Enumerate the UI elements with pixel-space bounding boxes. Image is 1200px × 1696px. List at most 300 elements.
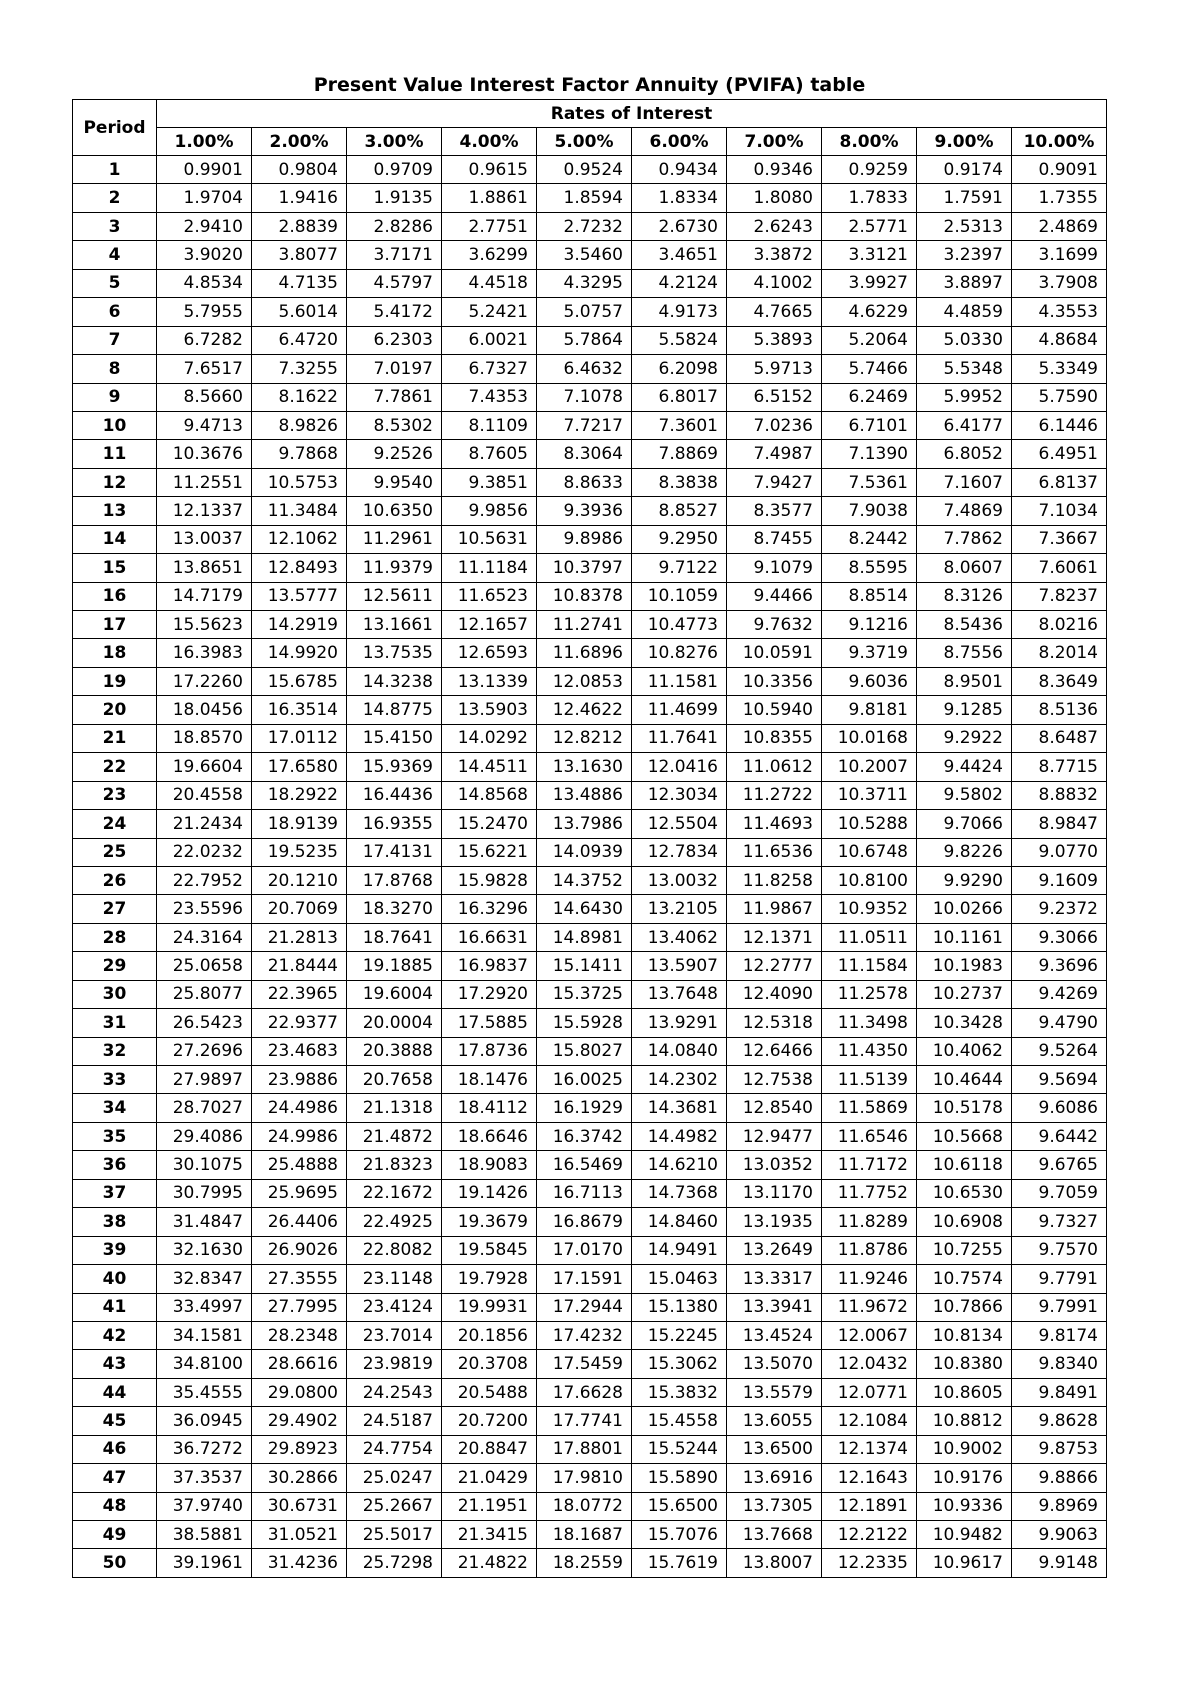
factor-cell: 19.5235 [252,838,347,866]
factor-cell: 9.5802 [917,781,1012,809]
factor-cell: 7.1390 [822,440,917,468]
factor-cell: 15.3832 [632,1378,727,1406]
factor-cell: 23.9819 [347,1350,442,1378]
factor-cell: 8.0607 [917,554,1012,582]
factor-cell: 7.7217 [537,411,632,439]
period-cell: 18 [73,639,157,667]
factor-cell: 12.0771 [822,1378,917,1406]
factor-cell: 10.8605 [917,1378,1012,1406]
table-row [73,411,1107,439]
pvifa-table [72,99,1107,1578]
factor-cell: 11.9379 [347,554,442,582]
factor-cell: 25.9695 [252,1179,347,1207]
factor-cell: 10.8380 [917,1350,1012,1378]
rate-column-header: 10.00% [1012,128,1107,156]
table-row [73,1464,1107,1492]
factor-cell: 10.9002 [917,1435,1012,1463]
factor-cell: 12.6466 [727,1037,822,1065]
factor-cell: 22.8082 [347,1236,442,1264]
factor-cell: 11.7172 [822,1151,917,1179]
factor-cell: 7.6517 [157,355,252,383]
factor-cell: 10.3428 [917,1009,1012,1037]
factor-cell: 10.8134 [917,1321,1012,1349]
factor-cell: 17.9810 [537,1464,632,1492]
factor-cell: 8.9501 [917,667,1012,695]
factor-cell: 12.2335 [822,1549,917,1577]
factor-cell: 37.3537 [157,1464,252,1492]
table-row [73,1037,1107,1065]
factor-cell: 9.7122 [632,554,727,582]
factor-cell: 10.7574 [917,1265,1012,1293]
factor-cell: 10.8812 [917,1407,1012,1435]
factor-cell: 7.0197 [347,355,442,383]
factor-cell: 18.3270 [347,895,442,923]
factor-cell: 31.4236 [252,1549,347,1577]
factor-cell: 18.4112 [442,1094,537,1122]
factor-cell: 21.2813 [252,923,347,951]
factor-cell: 7.3667 [1012,525,1107,553]
factor-cell: 16.3296 [442,895,537,923]
factor-cell: 13.3941 [727,1293,822,1321]
factor-cell: 10.2007 [822,753,917,781]
table-row [73,611,1107,639]
table-row [73,1208,1107,1236]
factor-cell: 9.4790 [1012,1009,1107,1037]
table-row [73,184,1107,212]
period-cell: 50 [73,1549,157,1577]
period-cell: 6 [73,298,157,326]
factor-cell: 14.0840 [632,1037,727,1065]
factor-cell: 9.8866 [1012,1464,1107,1492]
factor-cell: 13.4062 [632,923,727,951]
factor-cell: 9.8628 [1012,1407,1107,1435]
table-row [73,326,1107,354]
factor-cell: 11.9867 [727,895,822,923]
factor-cell: 15.4150 [347,724,442,752]
factor-cell: 5.6014 [252,298,347,326]
factor-cell: 21.1318 [347,1094,442,1122]
period-cell: 39 [73,1236,157,1264]
factor-cell: 11.6546 [822,1122,917,1150]
factor-cell: 11.8258 [727,866,822,894]
factor-cell: 21.4872 [347,1122,442,1150]
factor-cell: 9.8986 [537,525,632,553]
period-cell: 35 [73,1122,157,1150]
period-cell: 30 [73,980,157,1008]
factor-cell: 10.4062 [917,1037,1012,1065]
factor-cell: 21.4822 [442,1549,537,1577]
rate-column-header: 7.00% [727,128,822,156]
factor-cell: 9.8181 [822,696,917,724]
factor-cell: 6.4632 [537,355,632,383]
factor-cell: 13.0352 [727,1151,822,1179]
factor-cell: 10.6350 [347,497,442,525]
factor-cell: 10.9482 [917,1521,1012,1549]
period-cell: 43 [73,1350,157,1378]
factor-cell: 38.5881 [157,1521,252,1549]
factor-cell: 6.2469 [822,383,917,411]
factor-cell: 5.7466 [822,355,917,383]
factor-cell: 12.1084 [822,1407,917,1435]
factor-cell: 10.3356 [727,667,822,695]
factor-cell: 6.1446 [1012,411,1107,439]
factor-cell: 13.6916 [727,1464,822,1492]
factor-cell: 9.2950 [632,525,727,553]
factor-cell: 13.2649 [727,1236,822,1264]
factor-cell: 20.7200 [442,1407,537,1435]
factor-cell: 15.1380 [632,1293,727,1321]
factor-cell: 6.8137 [1012,468,1107,496]
factor-cell: 10.0266 [917,895,1012,923]
factor-cell: 12.6593 [442,639,537,667]
factor-cell: 4.3553 [1012,298,1107,326]
factor-cell: 13.4886 [537,781,632,809]
factor-cell: 2.9410 [157,212,252,240]
factor-cell: 18.9139 [252,810,347,838]
factor-cell: 6.0021 [442,326,537,354]
factor-cell: 17.6580 [252,753,347,781]
factor-cell: 20.0004 [347,1009,442,1037]
factor-cell: 25.0247 [347,1464,442,1492]
factor-cell: 4.4859 [917,298,1012,326]
factor-cell: 1.7591 [917,184,1012,212]
table-row [73,639,1107,667]
factor-cell: 9.1216 [822,611,917,639]
factor-cell: 9.8340 [1012,1350,1107,1378]
period-cell: 42 [73,1321,157,1349]
factor-cell: 11.2551 [157,468,252,496]
factor-cell: 2.6730 [632,212,727,240]
factor-cell: 17.8768 [347,866,442,894]
period-cell: 11 [73,440,157,468]
period-header: Period [73,100,157,156]
factor-cell: 22.1672 [347,1179,442,1207]
factor-cell: 16.5469 [537,1151,632,1179]
factor-cell: 12.1371 [727,923,822,951]
period-cell: 28 [73,923,157,951]
factor-cell: 9.7327 [1012,1208,1107,1236]
factor-cell: 16.4436 [347,781,442,809]
table-row [73,753,1107,781]
factor-cell: 36.7272 [157,1435,252,1463]
table-row [73,1009,1107,1037]
factor-cell: 18.2559 [537,1549,632,1577]
factor-cell: 8.6487 [1012,724,1107,752]
factor-cell: 11.2741 [537,611,632,639]
table-row [73,838,1107,866]
period-cell: 1 [73,156,157,184]
factor-cell: 9.9290 [917,866,1012,894]
factor-cell: 5.2421 [442,298,537,326]
factor-cell: 9.5264 [1012,1037,1107,1065]
factor-cell: 15.4558 [632,1407,727,1435]
factor-cell: 17.1591 [537,1265,632,1293]
table-row [73,269,1107,297]
factor-cell: 12.8212 [537,724,632,752]
table-row [73,212,1107,240]
factor-cell: 9.9148 [1012,1549,1107,1577]
factor-cell: 14.8568 [442,781,537,809]
period-cell: 37 [73,1179,157,1207]
factor-cell: 13.1935 [727,1208,822,1236]
factor-cell: 5.0330 [917,326,1012,354]
factor-cell: 8.7556 [917,639,1012,667]
factor-cell: 5.2064 [822,326,917,354]
factor-cell: 0.9901 [157,156,252,184]
factor-cell: 2.5771 [822,212,917,240]
factor-cell: 19.6004 [347,980,442,1008]
table-row [73,582,1107,610]
factor-cell: 9.4424 [917,753,1012,781]
factor-cell: 10.6118 [917,1151,1012,1179]
factor-cell: 32.8347 [157,1265,252,1293]
factor-cell: 12.5504 [632,810,727,838]
period-cell: 44 [73,1378,157,1406]
factor-cell: 12.0432 [822,1350,917,1378]
factor-cell: 13.7986 [537,810,632,838]
factor-cell: 15.9369 [347,753,442,781]
factor-cell: 11.7752 [822,1179,917,1207]
table-row [73,1407,1107,1435]
factor-cell: 17.4131 [347,838,442,866]
factor-cell: 19.5845 [442,1236,537,1264]
factor-cell: 2.5313 [917,212,1012,240]
factor-cell: 12.2777 [727,952,822,980]
factor-cell: 6.7101 [822,411,917,439]
factor-cell: 8.7605 [442,440,537,468]
period-cell: 20 [73,696,157,724]
factor-cell: 15.6500 [632,1492,727,1520]
factor-cell: 14.9920 [252,639,347,667]
factor-cell: 24.9986 [252,1122,347,1150]
factor-cell: 12.0853 [537,667,632,695]
factor-cell: 20.7069 [252,895,347,923]
factor-cell: 10.5288 [822,810,917,838]
factor-cell: 13.2105 [632,895,727,923]
factor-cell: 24.3164 [157,923,252,951]
table-row [73,383,1107,411]
factor-cell: 12.5611 [347,582,442,610]
factor-cell: 9.0770 [1012,838,1107,866]
factor-cell: 11.1584 [822,952,917,980]
factor-cell: 12.1643 [822,1464,917,1492]
factor-cell: 9.7066 [917,810,1012,838]
factor-cell: 7.9427 [727,468,822,496]
period-cell: 48 [73,1492,157,1520]
factor-cell: 3.8077 [252,241,347,269]
factor-cell: 6.7327 [442,355,537,383]
factor-cell: 27.7995 [252,1293,347,1321]
factor-cell: 13.1661 [347,611,442,639]
factor-cell: 7.0236 [727,411,822,439]
factor-cell: 9.1285 [917,696,1012,724]
factor-cell: 12.8493 [252,554,347,582]
factor-cell: 9.8174 [1012,1321,1107,1349]
factor-cell: 3.6299 [442,241,537,269]
factor-cell: 19.1426 [442,1179,537,1207]
factor-cell: 23.4124 [347,1293,442,1321]
factor-cell: 7.4869 [917,497,1012,525]
factor-cell: 0.9434 [632,156,727,184]
factor-cell: 7.4987 [727,440,822,468]
factor-cell: 2.7232 [537,212,632,240]
factor-cell: 11.7641 [632,724,727,752]
factor-cell: 10.8276 [632,639,727,667]
period-cell: 47 [73,1464,157,1492]
factor-cell: 4.7135 [252,269,347,297]
factor-cell: 7.9038 [822,497,917,525]
factor-cell: 36.0945 [157,1407,252,1435]
factor-cell: 14.6210 [632,1151,727,1179]
factor-cell: 16.3514 [252,696,347,724]
period-cell: 12 [73,468,157,496]
factor-cell: 11.6523 [442,582,537,610]
factor-cell: 15.9828 [442,866,537,894]
factor-cell: 13.7648 [632,980,727,1008]
factor-cell: 27.9897 [157,1066,252,1094]
factor-cell: 20.1210 [252,866,347,894]
factor-cell: 11.9672 [822,1293,917,1321]
factor-cell: 0.9346 [727,156,822,184]
factor-cell: 8.9847 [1012,810,1107,838]
factor-cell: 9.9540 [347,468,442,496]
factor-cell: 9.7791 [1012,1265,1107,1293]
rate-column-header: 2.00% [252,128,347,156]
factor-cell: 13.1170 [727,1179,822,1207]
factor-cell: 5.3893 [727,326,822,354]
factor-cell: 14.3752 [537,866,632,894]
factor-cell: 26.9026 [252,1236,347,1264]
factor-cell: 18.8570 [157,724,252,752]
factor-cell: 8.3126 [917,582,1012,610]
factor-cell: 13.0032 [632,866,727,894]
factor-cell: 23.7014 [347,1321,442,1349]
factor-cell: 11.2578 [822,980,917,1008]
factor-cell: 6.4177 [917,411,1012,439]
factor-cell: 20.3888 [347,1037,442,1065]
period-cell: 38 [73,1208,157,1236]
factor-cell: 18.1687 [537,1521,632,1549]
factor-cell: 8.2442 [822,525,917,553]
factor-cell: 9.4713 [157,411,252,439]
factor-cell: 10.5668 [917,1122,1012,1150]
factor-cell: 9.6765 [1012,1151,1107,1179]
factor-cell: 16.3742 [537,1122,632,1150]
factor-cell: 13.5579 [727,1378,822,1406]
factor-cell: 29.4902 [252,1407,347,1435]
period-cell: 2 [73,184,157,212]
period-cell: 33 [73,1066,157,1094]
factor-cell: 8.5302 [347,411,442,439]
factor-cell: 13.7305 [727,1492,822,1520]
factor-cell: 10.3797 [537,554,632,582]
factor-cell: 10.3676 [157,440,252,468]
factor-cell: 3.4651 [632,241,727,269]
factor-cell: 12.7834 [632,838,727,866]
factor-cell: 31.0521 [252,1521,347,1549]
factor-cell: 3.3121 [822,241,917,269]
factor-cell: 12.3034 [632,781,727,809]
factor-cell: 14.7368 [632,1179,727,1207]
factor-cell: 10.4773 [632,611,727,639]
factor-cell: 19.3679 [442,1208,537,1236]
table-row [73,1236,1107,1264]
factor-cell: 23.4683 [252,1037,347,1065]
period-cell: 32 [73,1037,157,1065]
period-cell: 7 [73,326,157,354]
factor-cell: 9.2526 [347,440,442,468]
factor-cell: 0.9524 [537,156,632,184]
factor-cell: 11.2722 [727,781,822,809]
factor-cell: 7.1078 [537,383,632,411]
factor-cell: 11.0511 [822,923,917,951]
factor-cell: 14.9491 [632,1236,727,1264]
factor-cell: 11.4699 [632,696,727,724]
factor-cell: 5.5348 [917,355,1012,383]
factor-cell: 34.8100 [157,1350,252,1378]
table-row [73,497,1107,525]
factor-cell: 13.3317 [727,1265,822,1293]
factor-cell: 27.3555 [252,1265,347,1293]
factor-cell: 1.8861 [442,184,537,212]
factor-cell: 14.4511 [442,753,537,781]
factor-cell: 4.3295 [537,269,632,297]
factor-cell: 8.1109 [442,411,537,439]
factor-cell: 6.8052 [917,440,1012,468]
factor-cell: 14.8460 [632,1208,727,1236]
factor-cell: 7.1034 [1012,497,1107,525]
rate-column-header: 9.00% [917,128,1012,156]
factor-cell: 15.3062 [632,1350,727,1378]
factor-cell: 14.3238 [347,667,442,695]
factor-cell: 1.9135 [347,184,442,212]
factor-cell: 18.2922 [252,781,347,809]
table-row [73,895,1107,923]
table-row [73,1378,1107,1406]
factor-cell: 5.9952 [917,383,1012,411]
factor-cell: 19.7928 [442,1265,537,1293]
factor-cell: 8.7455 [727,525,822,553]
factor-cell: 18.0456 [157,696,252,724]
factor-cell: 15.5244 [632,1435,727,1463]
factor-cell: 12.4622 [537,696,632,724]
factor-cell: 12.0067 [822,1321,917,1349]
factor-cell: 7.4353 [442,383,537,411]
period-cell: 21 [73,724,157,752]
table-row [73,525,1107,553]
table-row [73,156,1107,184]
factor-cell: 15.3725 [537,980,632,1008]
factor-cell: 5.9713 [727,355,822,383]
factor-cell: 6.2098 [632,355,727,383]
table-row [73,1179,1107,1207]
factor-cell: 30.7995 [157,1179,252,1207]
table-row [73,468,1107,496]
table-row [73,1094,1107,1122]
factor-cell: 5.7864 [537,326,632,354]
factor-cell: 8.5660 [157,383,252,411]
factor-cell: 10.8100 [822,866,917,894]
factor-cell: 16.1929 [537,1094,632,1122]
factor-cell: 28.7027 [157,1094,252,1122]
factor-cell: 25.4888 [252,1151,347,1179]
factor-cell: 10.7255 [917,1236,1012,1264]
factor-cell: 1.7833 [822,184,917,212]
factor-cell: 12.1374 [822,1435,917,1463]
factor-cell: 13.8651 [157,554,252,582]
table-row [73,1435,1107,1463]
factor-cell: 37.9740 [157,1492,252,1520]
